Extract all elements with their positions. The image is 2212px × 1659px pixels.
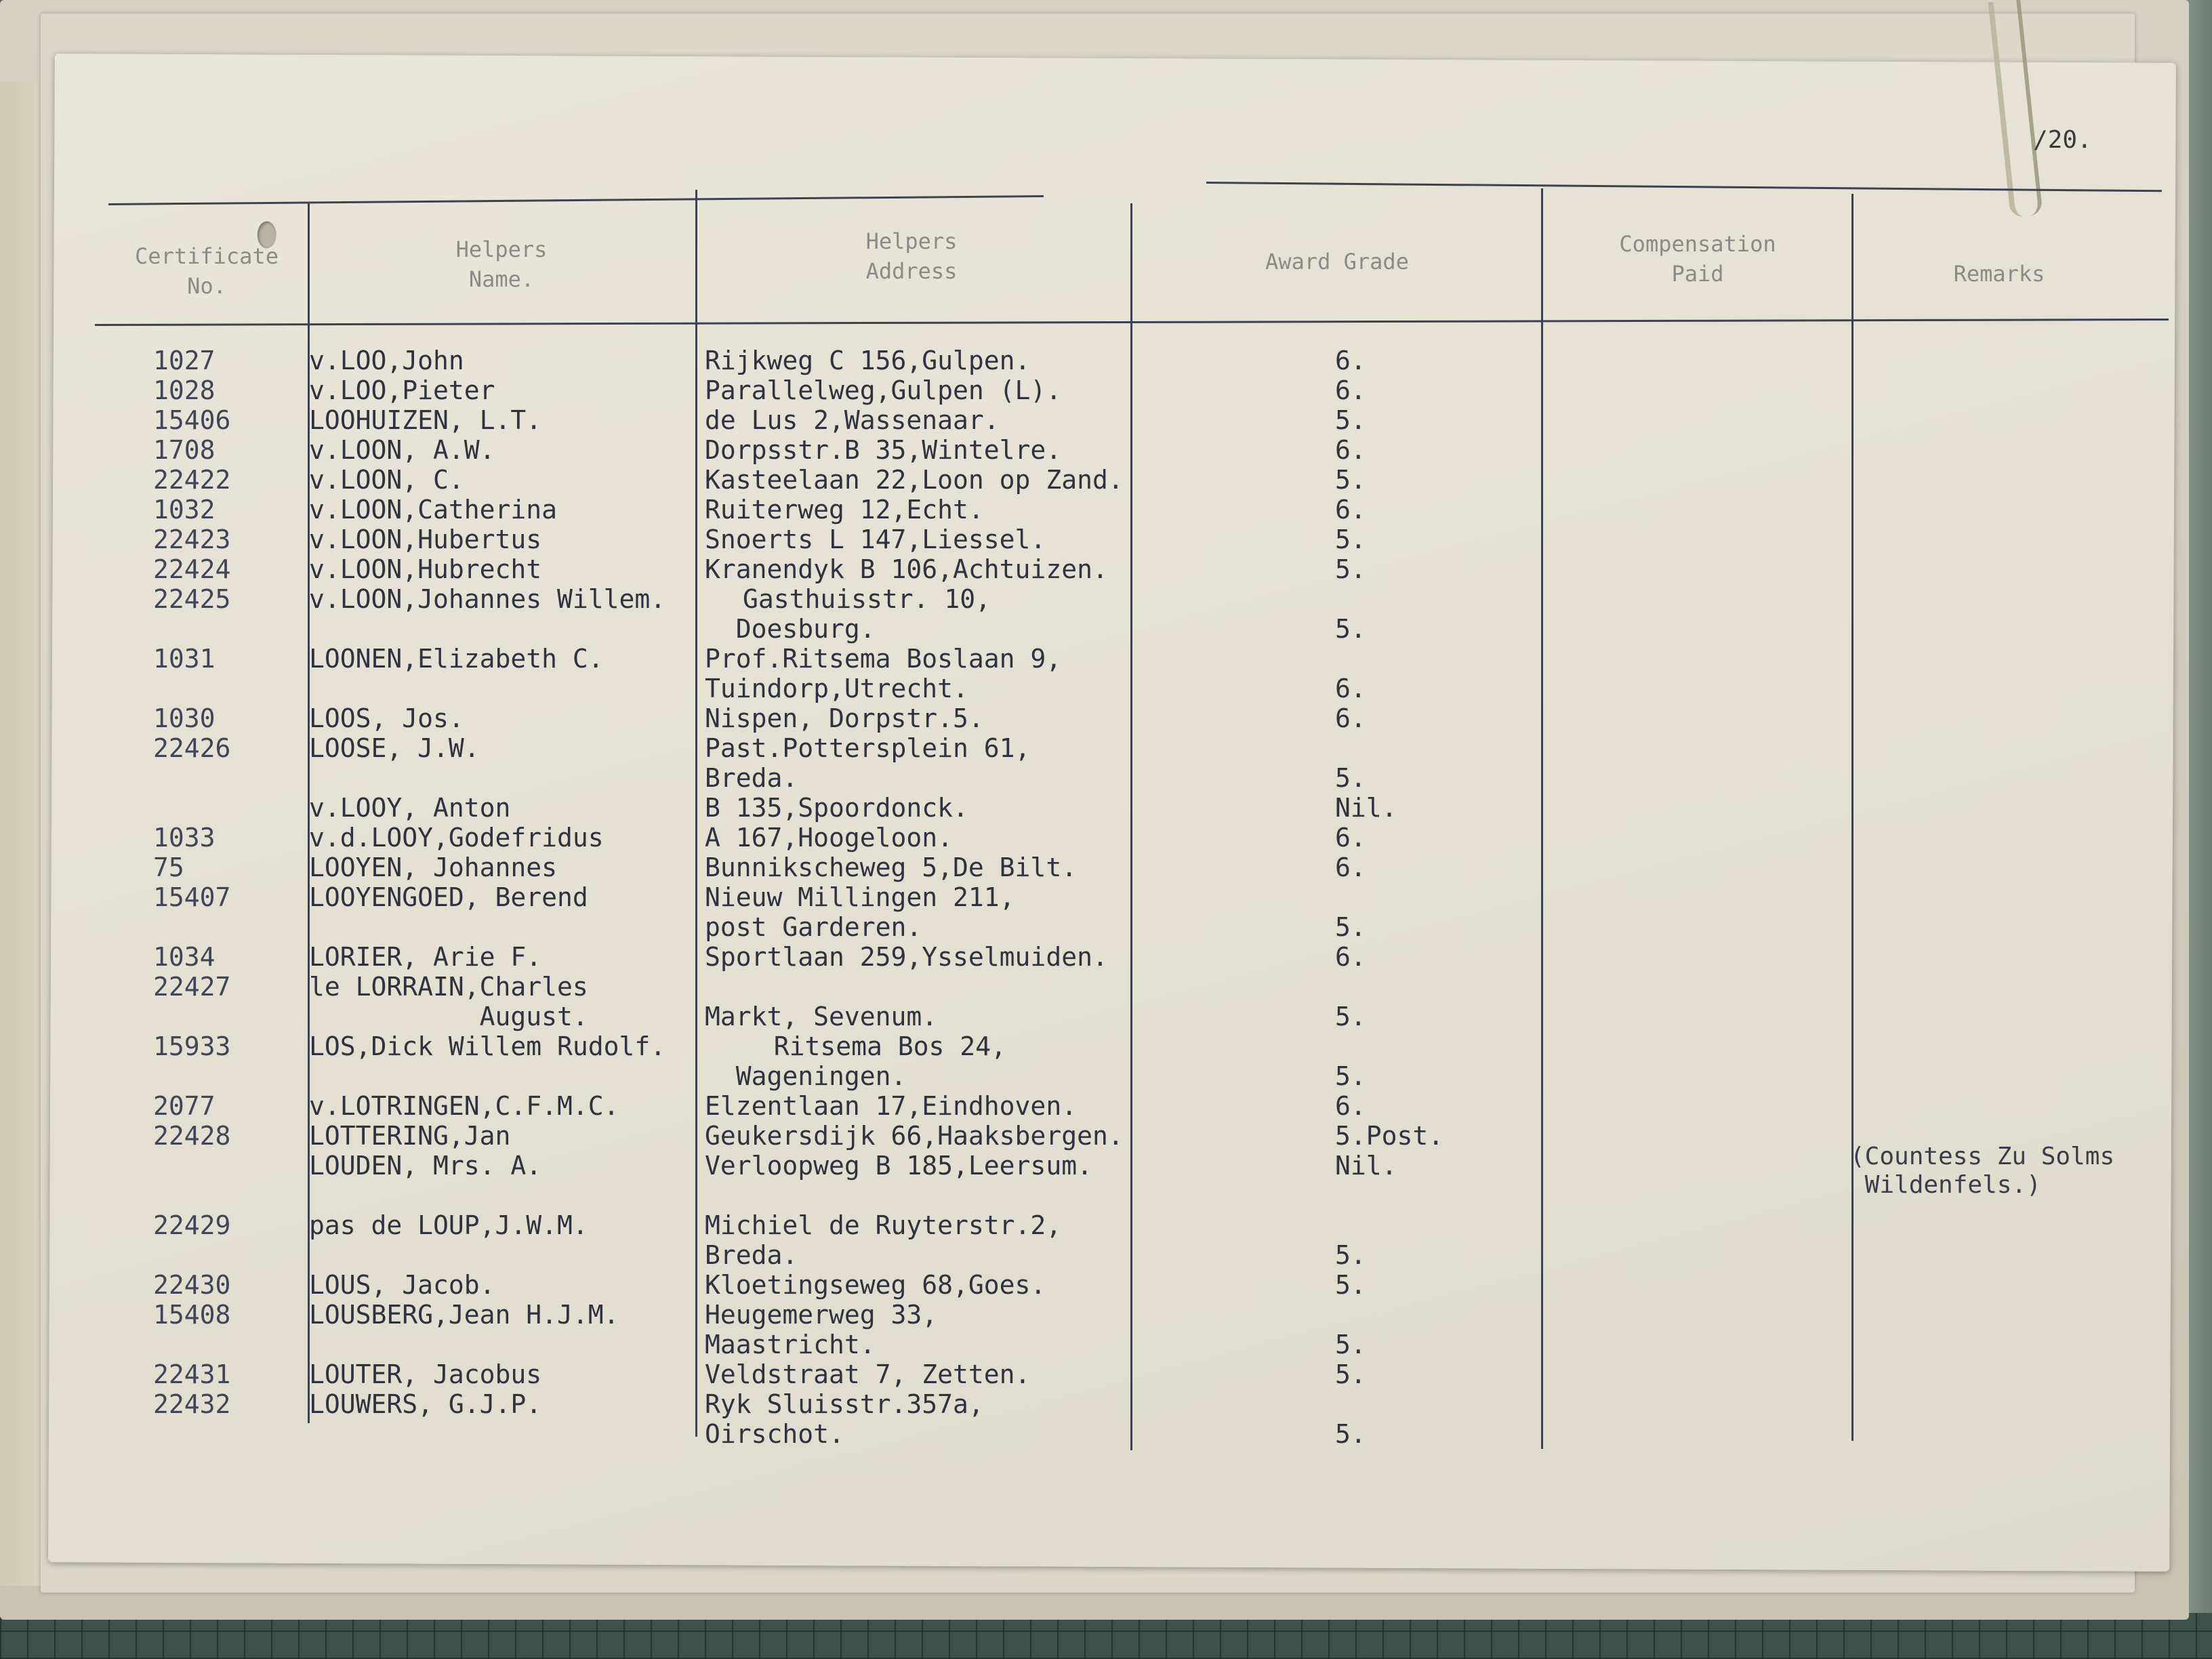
table-row: Breda. 5. (705, 1240, 1366, 1270)
table-row: 15933 LOS,Dick Willem Rudolf. Ritsema Bos 24, (153, 1031, 1006, 1061)
header-award-grade: Award Grade (1265, 249, 1409, 274)
header-compensation-paid: Compensation Paid (1619, 231, 1776, 287)
table-row: 22423 v.LOON,Hubertus Snoerts L 147,Liessel. 5. (153, 525, 1366, 554)
table-row: 1708 v.LOON, A.W. Dorpsstr.B 35,Wintelre. 6. (153, 435, 1366, 465)
table-row: v.LOOY, Anton B 135,Spoordonck. Nil. (309, 793, 1397, 823)
table-row: 1030 LOOS, Jos. Nispen, Dorpstr.5. 6. (153, 703, 1366, 733)
table-row: 1034 LORIER, Arie F. Sportlaan 259,Ysselmuiden. 6. (153, 942, 1366, 972)
table-row: post Garderen. 5. (705, 912, 1366, 942)
table-row: Tuindorp,Utrecht. 6. (705, 674, 1366, 703)
table-row: Doesburg. 5. (705, 614, 1366, 644)
header-helpers-name: Helpers Name. (455, 237, 548, 292)
table-row: 75 LOOYEN, Johannes Bunnikscheweg 5,De Bilt. 6. (153, 853, 1366, 882)
table-row: 22425 v.LOON,Johannes Willem. Gasthuisstr. 10, (153, 584, 991, 614)
table-row: Oirschot. 5. (705, 1419, 1366, 1449)
table-row: 1028 v.LOO,Pieter Parallelweg,Gulpen (L). 6. (153, 375, 1366, 405)
table-row: 22427 le LORRAIN,Charles (153, 972, 588, 1002)
table-row: 1033 v.d.LOOY,Godefridus A 167,Hoogeloon. 6. (153, 823, 1366, 853)
table-row: 15408 LOUSBERG,Jean H.J.M. Heugemerweg 33, (153, 1300, 938, 1330)
table-row: August. Markt, Sevenum. 5. (309, 1002, 1366, 1031)
table-row: 15406 LOOHUIZEN, L.T. de Lus 2,Wassenaar. 5. (153, 405, 1366, 435)
table-row: 22428 LOTTERING,Jan Geukersdijk 66,Haaksbergen. 5.Post. (153, 1121, 1444, 1151)
table-row: 22430 LOUS, Jacob. Kloetingseweg 68,Goes. 5. (153, 1270, 1366, 1300)
table-row: 15407 LOOYENGOED, Berend Nieuw Millingen 211, (153, 882, 1015, 912)
table-row: 1031 LOONEN,Elizabeth C. Prof.Ritsema Boslaan 9, (153, 644, 1062, 674)
table-row: 22432 LOUWERS, G.J.P. Ryk Sluisstr.357a, (153, 1389, 984, 1419)
table-row: 1032 v.LOON,Catherina Ruiterweg 12,Echt. 6. (153, 495, 1366, 525)
table-row: Wageningen. 5. (705, 1061, 1366, 1091)
table-row: 22422 v.LOON, C. Kasteelaan 22,Loon op Zand. 5. (153, 465, 1366, 495)
remarks-note: (Countess Zu Solms Wildenfels.) (1850, 1143, 2115, 1199)
table-row: 1027 v.LOO,John Rijkweg C 156,Gulpen. 6. (153, 346, 1366, 375)
header-remarks: Remarks (1953, 261, 2045, 287)
table-row: 22429 pas de LOUP,J.W.M. Michiel de Ruyterstr.2, (153, 1210, 1062, 1240)
table-row: Breda. 5. (705, 763, 1366, 793)
table-row: LOUDEN, Mrs. A. Verloopweg B 185,Leersum. Nil. (309, 1151, 1397, 1181)
table-row: 22431 LOUTER, Jacobus Veldstraat 7, Zetten. 5. (153, 1359, 1366, 1389)
table-row: 22424 v.LOON,Hubrecht Kranendyk B 106,Achtuizen. 5. (153, 554, 1366, 584)
table-row: 22426 LOOSE, J.W. Past.Pottersplein 61, (153, 733, 1031, 763)
table-row: 2077 v.LOTRINGEN,C.F.M.C. Elzentlaan 17,Eindhoven. 6. (153, 1091, 1366, 1121)
header-helpers-address: Helpers Address (865, 228, 958, 284)
table-row: Maastricht. 5. (705, 1330, 1366, 1359)
page-number: /20. (2033, 126, 2092, 154)
header-certificate: Certificate No. (135, 243, 279, 299)
